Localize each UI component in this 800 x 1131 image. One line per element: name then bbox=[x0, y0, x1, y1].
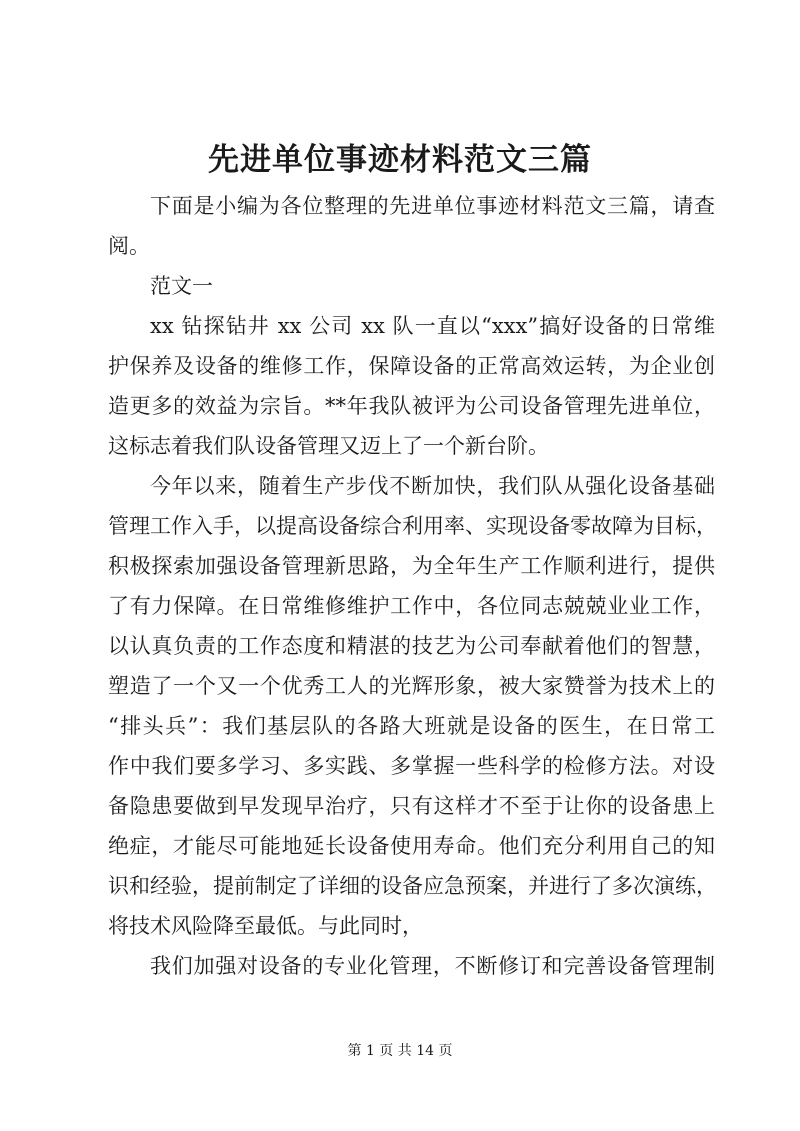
text-line: 积极探索加强设备管理新思路，为全年生产工作顺利进行，提供 bbox=[108, 554, 715, 578]
text-line: 这标志着我们队设备管理又迈上了一个新台阶。 bbox=[108, 434, 549, 458]
text-line: 阅。 bbox=[108, 234, 150, 258]
text-line: 将技术风险降至最低。与此同时， bbox=[108, 914, 423, 938]
text-line: “排头兵”：我们基层队的各路大班就是设备的医生，在日常工 bbox=[108, 714, 715, 738]
text-line: 了有力保障。在日常维修维护工作中，各位同志兢兢业业工作， bbox=[108, 594, 715, 618]
paragraph bbox=[108, 306, 715, 466]
text-line: 范文一 bbox=[150, 274, 213, 298]
text-line: 备隐患要做到早发现早治疗，只有这样才不至于让你的设备患上 bbox=[108, 794, 715, 818]
paragraph bbox=[108, 266, 715, 306]
text-line: 识和经验，提前制定了详细的设备应急预案，并进行了多次演练， bbox=[108, 874, 717, 898]
text-line: 下面是小编为各位整理的先进单位事迹材料范文三篇，请查 bbox=[150, 194, 715, 218]
text-line: 今年以来，随着生产步伐不断加快，我们队从强化设备基础 bbox=[150, 474, 715, 498]
paragraph bbox=[108, 466, 715, 946]
paragraph bbox=[108, 186, 715, 266]
paragraph bbox=[108, 946, 715, 986]
text-line: 管理工作入手，以提高设备综合利用率、实现设备零故障为目标， bbox=[108, 514, 717, 538]
text-line: 以认真负责的工作态度和精湛的技艺为公司奉献着他们的智慧， bbox=[108, 634, 715, 658]
text-line: 护保养及设备的维修工作，保障设备的正常高效运转，为企业创 bbox=[108, 354, 715, 378]
text-line: 作中我们要多学习、多实践、多掌握一些科学的检修方法。对设 bbox=[108, 754, 715, 778]
text-line: 造更多的效益为宗旨。**年我队被评为公司设备管理先进单位， bbox=[108, 394, 715, 418]
text-line: 绝症，才能尽可能地延长设备使用寿命。他们充分利用自己的知 bbox=[108, 834, 715, 858]
text-line: 塑造了一个又一个优秀工人的光辉形象，被大家赞誉为技术上的 bbox=[108, 674, 715, 698]
text-line: xx 钻探钻井 xx 公司 xx 队一直以“xxx”搞好设备的日常维 bbox=[150, 314, 715, 338]
text-line: 我们加强对设备的专业化管理，不断修订和完善设备管理制 bbox=[150, 954, 715, 978]
document-body bbox=[108, 186, 715, 986]
page-footer: 第 1 页 共 14 页 bbox=[347, 1043, 453, 1059]
document-title: 先进单位事迹材料范文三篇 bbox=[208, 142, 592, 178]
